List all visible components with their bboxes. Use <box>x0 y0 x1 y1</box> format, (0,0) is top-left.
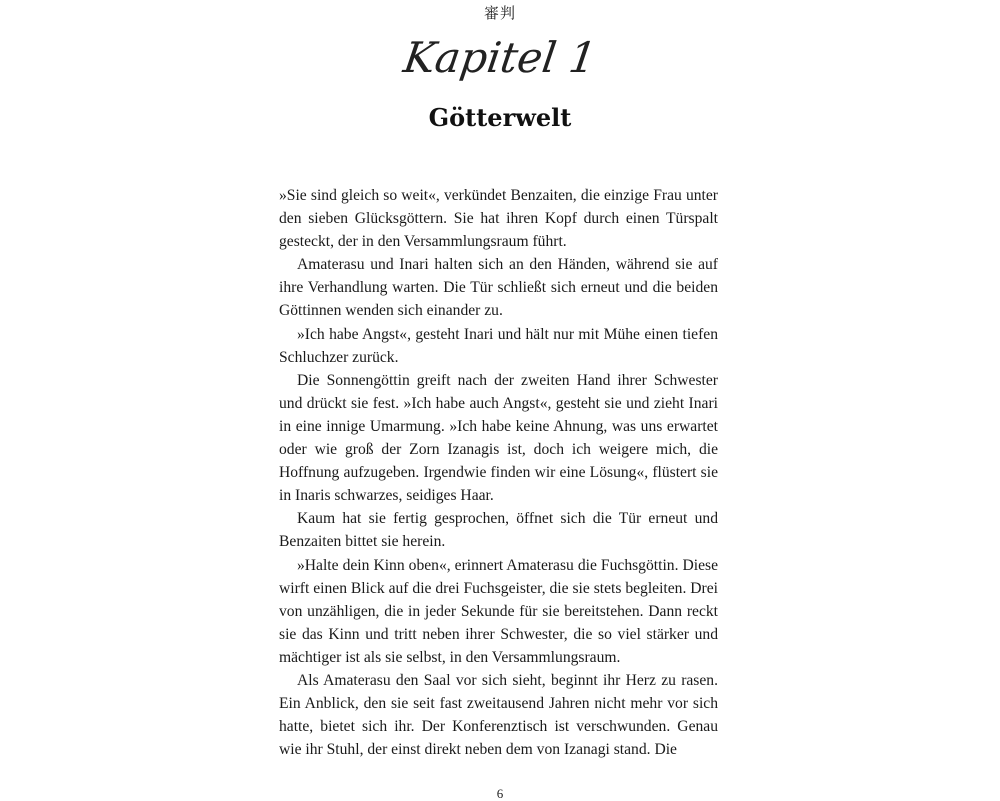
paragraph-4: Die Sonnengöttin greift nach der zweiten Hand ihrer Schwester und drückt sie fest. »Ich habe auch Angst«, gesteht sie und zieht Inari in eine innige Umarmung. »Ich habe keine Ahnung, was uns erwartet oder wie groß der Zorn Izanagis ist, doch ich weigere mich, die Hoffnung aufzugeben. Irgendwie finden wir eine Lösung«, flüstert sie in Inaris schwarzes, seidiges Haar. <box>279 371 718 505</box>
paragraph-7: Als Amaterasu den Saal vor sich sieht, beginnt ihr Herz zu rasen. Ein Anblick, den sie seit fast zweitausend Jahren nicht mehr vor sich hatte, bietet sich ihr. Der Konferenztisch ist verschwunden. Genau wie ihr Stuhl, der einst direkt neben dem von Izanagi stand. Die <box>279 671 718 759</box>
chapter-label: Kapitel 1 <box>400 33 600 82</box>
chapter-title: Götterwelt <box>428 103 572 132</box>
paragraph-5: Kaum hat sie fertig gesprochen, öffnet sich die Tür erneut und Benzaiten bittet sie herein. <box>279 510 718 551</box>
body-text <box>279 184 718 761</box>
paragraph-6: »Halte dein Kinn oben«, erinnert Amaterasu die Fuchsgöttin. Diese wirft einen Blick auf die drei Fuchsgeister, die sie stets begleiten. Drei von unzähligen, die in jeder Sekunde für sie bereitstehen. Dann reckt sie das Kinn und tritt neben ihrer Schwester, die so viel stärker und mächtiger ist als sie selbst, in den Versammlungsraum. <box>279 556 718 666</box>
page-number: 6 <box>496 786 504 801</box>
paragraph-3: »Ich habe Angst«, gesteht Inari und hält nur mit Mühe einen tiefen Schluchzer zurück. <box>279 325 718 366</box>
paragraph-2: Amaterasu und Inari halten sich an den Händen, während sie auf ihre Verhandlung warten. Die Tür schließt sich erneut und die beiden Göttinnen wenden sich einander zu. <box>279 256 718 320</box>
running-head: 審判 <box>483 4 516 22</box>
paragraph-1: »Sie sind gleich so weit«, verkündet Benzaiten, die einzige Frau unter den sieben Glücksgöttern. Sie hat ihren Kopf durch einen Türspalt gesteckt, der in den Versammlungsraum führt. <box>279 187 718 251</box>
